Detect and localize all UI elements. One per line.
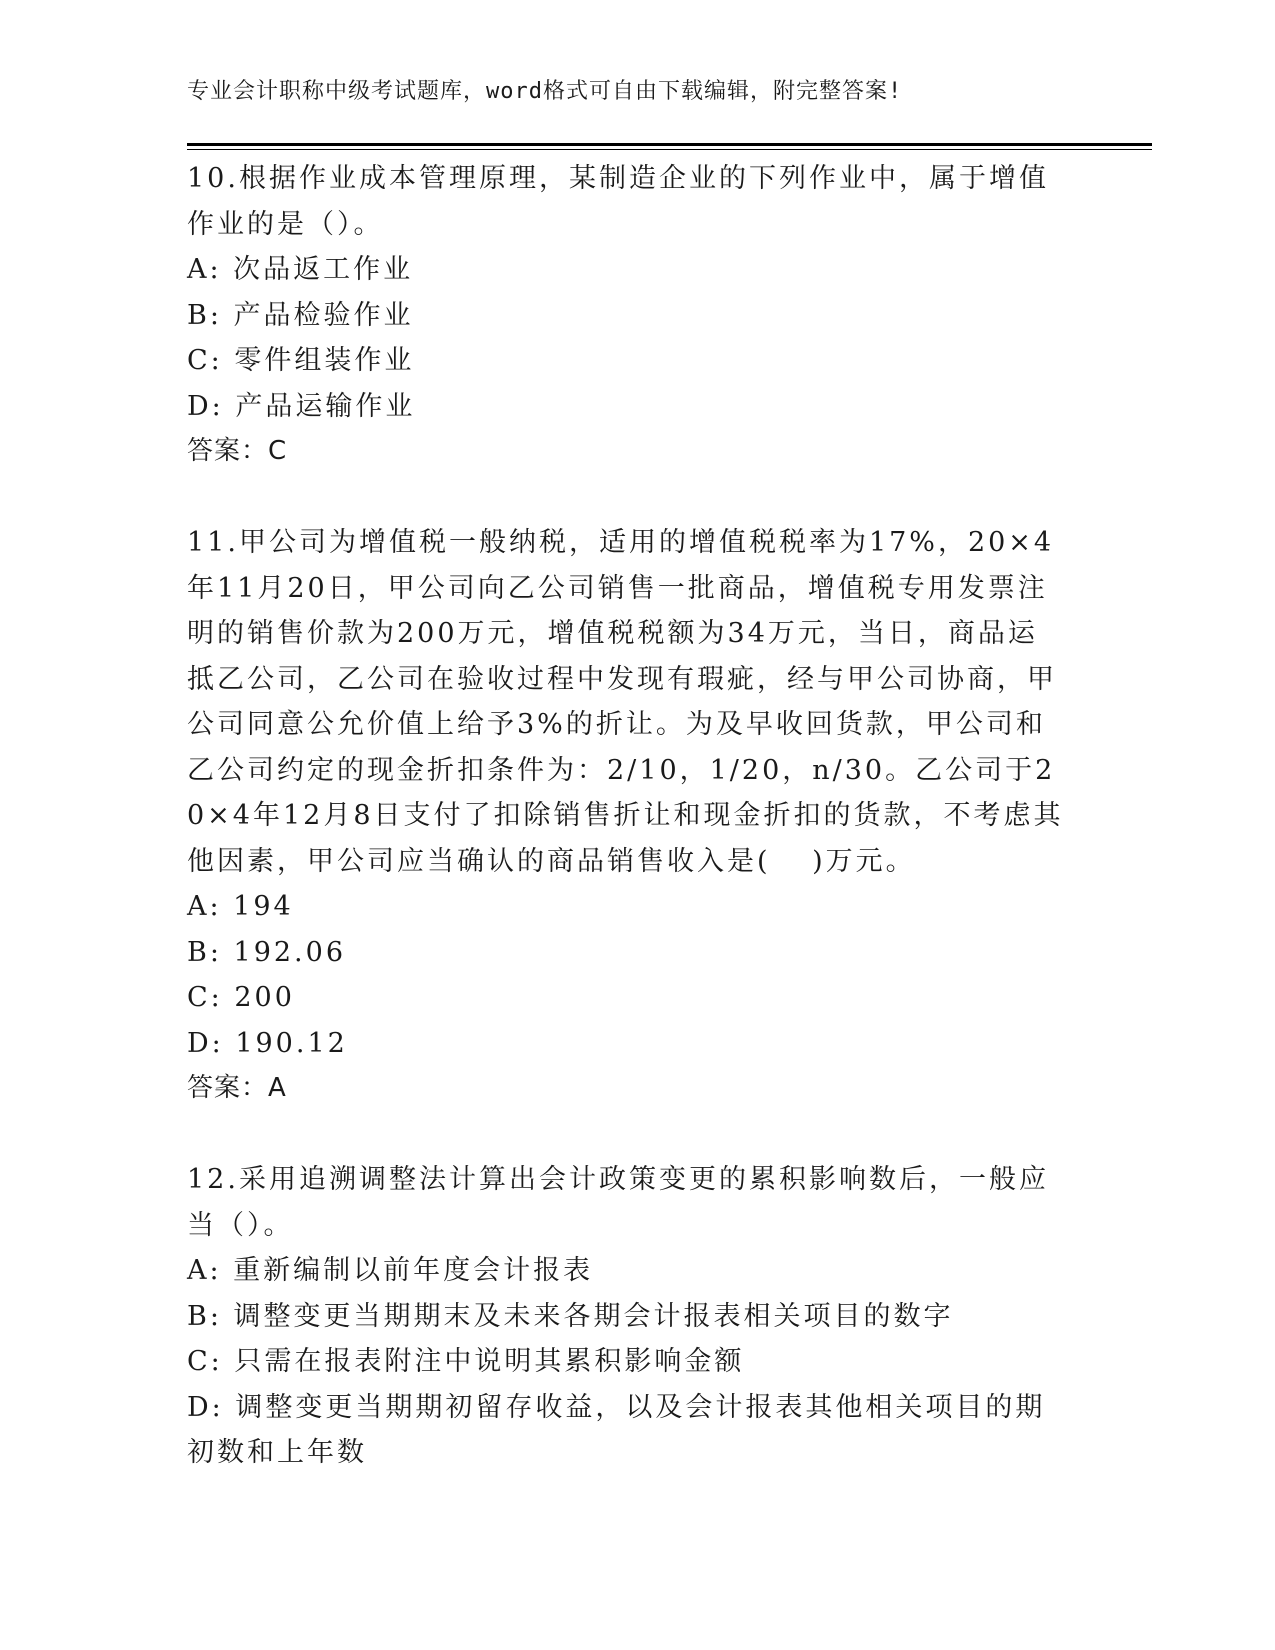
page-header: 专业会计职称中级考试题库，word格式可自由下载编辑，附完整答案! <box>187 79 903 104</box>
option-d: D: 190.12 <box>187 1027 348 1059</box>
option-c: C: 只需在报表附注中说明其累积影响金额 <box>187 1346 745 1377</box>
question-stem: 11.甲公司为增值税一般纳税，适用的增值税税率为17%，20×4年11月20日，甲公司向乙公司销售一批商品，增值税专用发票注明的销售价款为200万元，增值税税额为34万元，当日，商品运抵乙公司，乙公司在验收过程中发现有瑕疵，经与甲公司协商，甲公司同意公允价值上给予3%的折让。为及早收回货款，甲公司和乙公司约定的现金折扣条件为：2/10，1/20，n/30。乙公司于20×4年12月8日支付了扣除销售折让和现金折扣的货款，不考虑其他因素，甲公司应当确认的商品销售收入是( )万元。 <box>187 527 1064 877</box>
option-d: D: 产品运输作业 <box>187 390 416 422</box>
header-rule-thick <box>187 143 1152 146</box>
question-list <box>187 156 1067 1521</box>
option-a: A: 194 <box>187 891 294 922</box>
option-d: D: 调整变更当期期初留存收益，以及会计报表其他相关项目的期初数和上年数 <box>187 1391 1046 1468</box>
answer-line: 答案：A <box>187 1073 287 1103</box>
header-rule-thin <box>187 149 1152 150</box>
question-stem: 12.采用追溯调整法计算出会计政策变更的累积影响数后，一般应当（）。 <box>187 1164 1049 1241</box>
question-11 <box>187 520 1067 1112</box>
option-b: B: 产品检验作业 <box>187 299 414 331</box>
answer-line: 答案：C <box>187 436 288 466</box>
option-a: A: 重新编制以前年度会计报表 <box>187 1255 594 1286</box>
option-b: B: 192.06 <box>187 936 346 968</box>
option-c: C: 零件组装作业 <box>187 345 415 376</box>
question-10 <box>187 156 1067 475</box>
question-12 <box>187 1157 1067 1476</box>
question-stem: 10.根据作业成本管理原理，某制造企业的下列作业中，属于增值作业的是（）。 <box>187 163 1049 240</box>
option-c: C: 200 <box>187 982 295 1013</box>
option-b: B: 调整变更当期期末及未来各期会计报表相关项目的数字 <box>187 1300 954 1332</box>
option-a: A: 次品返工作业 <box>187 254 414 285</box>
